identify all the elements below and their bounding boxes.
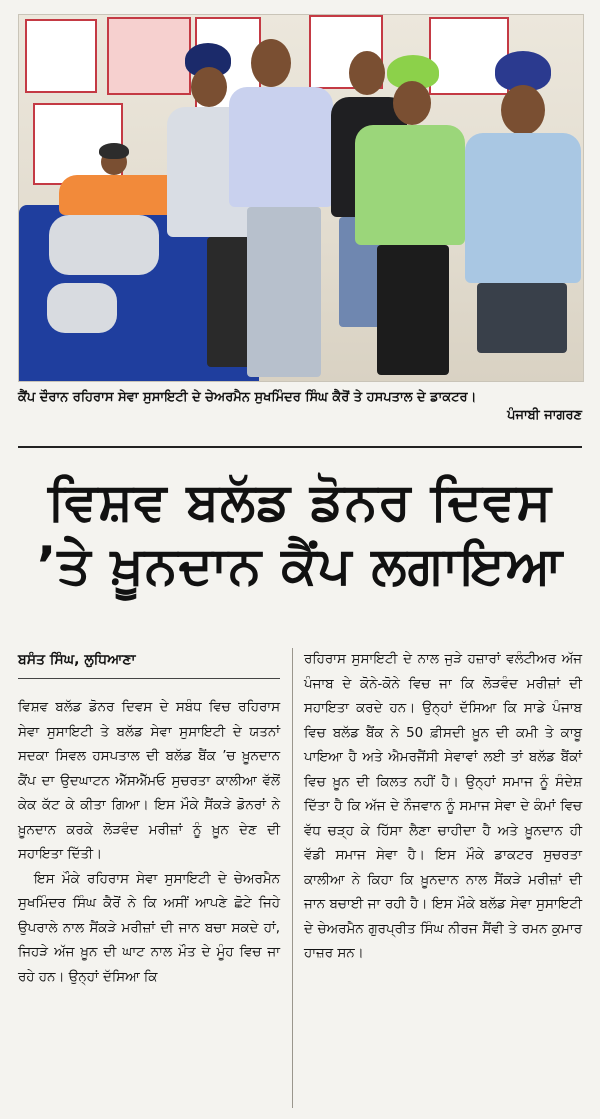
- person5-head: [501, 85, 545, 135]
- donor-trousers: [49, 215, 159, 275]
- article-column-left: [18, 696, 280, 990]
- person4-trousers: [377, 245, 449, 375]
- person5-shorts: [477, 283, 567, 353]
- person5-tshirt: [465, 133, 581, 283]
- byline: ਬਸੰਤ ਸਿੰਘ, ਲੁਧਿਆਣਾ: [18, 652, 136, 668]
- wall-poster: [107, 17, 191, 95]
- paragraph: ਵਿਸ਼ਵ ਬਲੱਡ ਡੋਨਰ ਦਿਵਸ ਦੇ ਸਬੰਧ ਵਿਚ ਰਹਿਰਾਸ ਸੇਵਾ ਸੁਸਾਇਟੀ ਤੇ ਬਲੱਡ ਸੇਵਾ ਸੁਸਾਇਟੀ ਦੇ ਯਤਨਾਂ ਸਦਕਾ ਸਿਵਲ ਹਸਪਤਾਲ ਦੀ ਬਲੱਡ ਬੈਂਕ ’ਚ ਖ਼ੂਨਦਾਨ ਕੈਂਪ ਦਾ ਉਦਘਾਟਨ ਐੱਸਐੱਮਓ ਸੁਚਰਤਾ ਕਾਲੀਆ ਵੱਲੋਂ ਕੇਕ ਕੱਟ ਕੇ ਕੀਤਾ ਗਿਆ। ਇਸ ਮੌਕੇ ਸੈਂਕੜੇ ਡੋਨਰਾਂ ਨੇ ਖ਼ੂਨਦਾਨ ਕਰਕੇ ਲੋੜਵੰਦ ਮਰੀਜ਼ਾਂ ਨੂੰ ਖ਼ੂਨ ਦੇਣ ਦੀ ਸਹਾਇਤਾ ਦਿੱਤੀ।: [18, 700, 280, 862]
- headline-line-2: ’ਤੇ ਖ਼ੂਨਦਾਨ ਕੈਂਪ ਲਗਾਇਆ: [36, 536, 564, 596]
- donor-legs: [47, 283, 117, 333]
- news-photo: [18, 14, 584, 382]
- column-divider: [292, 648, 293, 1108]
- donor-patka: [99, 143, 129, 159]
- photo-credit: ਪੰਜਾਬੀ ਜਾਗਰਣ: [507, 408, 582, 423]
- person3-head: [349, 51, 385, 95]
- person2-shirt: [229, 87, 333, 207]
- byline-rule: [18, 678, 280, 679]
- wall-poster: [25, 19, 97, 93]
- person1-head: [191, 67, 227, 107]
- paragraph: ਇਸ ਮੌਕੇ ਰਹਿਰਾਸ ਸੇਵਾ ਸੁਸਾਇਟੀ ਦੇ ਚੇਅਰਮੈਨ ਸੁਖਮਿੰਦਰ ਸਿੰਘ ਕੈਰੋਂ ਨੇ ਕਿ ਅਸੀਂ ਆਪਣੇ ਛੋਟੇ ਜਿਹੇ ਉਪਰਾਲੇ ਨਾਲ ਸੈਂਕੜੇ ਮਰੀਜ਼ਾਂ ਦੀ ਜਾਨ ਬਚਾ ਸਕਦੇ ਹਾਂ, ਜਿਹੜੇ ਅੱਜ ਖ਼ੂਨ ਦੀ ਘਾਟ ਨਾਲ ਮੌਤ ਦੇ ਮੂੰਹ ਵਿਚ ਜਾ ਰਹੇ ਹਨ। ਉਨ੍ਹਾਂ ਦੱਸਿਆ ਕਿ: [18, 871, 280, 985]
- headline-line-1: ਵਿਸ਼ਵ ਬਲੱਡ ਡੋਨਰ ਦਿਵਸ: [47, 472, 553, 532]
- wall-poster: [429, 17, 509, 95]
- person4-head: [393, 81, 431, 125]
- person4-shirt: [355, 125, 465, 245]
- person2-head: [251, 39, 291, 87]
- divider: [18, 446, 582, 448]
- paragraph: ਰਹਿਰਾਸ ਸੁਸਾਇਟੀ ਦੇ ਨਾਲ ਜੁੜੇ ਹਜ਼ਾਰਾਂ ਵਲੰਟੀਅਰ ਅੱਜ ਪੰਜਾਬ ਦੇ ਕੋਨੇ-ਕੋਨੇ ਵਿਚ ਜਾ ਕਿ ਲੋੜਵੰਦ ਮਰੀਜ਼ਾਂ ਦੀ ਸਹਾਇਤਾ ਕਰਦੇ ਹਨ। ਉਨ੍ਹਾਂ ਦੱਸਿਆ ਕਿ ਸਾਡੇ ਪੰਜਾਬ ਵਿਚ ਬਲੱਡ ਬੈਂਕ ਨੇ 50 ਫ਼ੀਸਦੀ ਖ਼ੂਨ ਦੀ ਕਮੀ ਤੇ ਕਾਬੂ ਪਾਇਆ ਹੈ ਅਤੇ ਐਮਰਜੈਂਸੀ ਸੇਵਾਵਾਂ ਲਈ ਤਾਂ ਬਲੱਡ ਬੈਂਕਾਂ ਵਿਚ ਖ਼ੂਨ ਦੀ ਕਿਲਤ ਨਹੀਂ ਹੈ। ਉਨ੍ਹਾਂ ਸਮਾਜ ਨੂੰ ਸੰਦੇਸ਼ ਦਿੱਤਾ ਹੈ ਕਿ ਅੱਜ ਦੇ ਨੌਜਵਾਨ ਨੂੰ ਸਮਾਜ ਸੇਵਾ ਦੇ ਕੰਮਾਂ ਵਿਚ ਵੱਧ ਚੜ੍ਹ ਕੇ ਹਿੱਸਾ ਲੈਣਾ ਚਾਹੀਦਾ ਹੈ ਅਤੇ ਖ਼ੂਨਦਾਨ ਹੀ ਵੱਡੀ ਸਮਾਜ ਸੇਵਾ ਹੈ। ਇਸ ਮੌਕੇ ਡਾਕਟਰ ਸੁਚਰਤਾ ਕਾਲੀਆ ਨੇ ਕਿਹਾ ਕਿ ਖ਼ੂਨਦਾਨ ਨਾਲ ਸੈਂਕੜੇ ਮਰੀਜ਼ਾਂ ਦੀ ਜਾਨ ਬਚਾਈ ਜਾ ਰਹੀ ਹੈ। ਇਸ ਮੌਕੇ ਬਲੱਡ ਸੇਵਾ ਸੁਸਾਇਟੀ ਦੇ ਚੇਅਰਮੈਨ ਗੁਰਪ੍ਰੀਤ ਸਿੰਘ ਨੀਰਜ ਸੈਂਵੀ ਤੇ ਰਮਨ ਕੁਮਾਰ ਹਾਜ਼ਰ ਸਨ।: [304, 652, 582, 961]
- headline: [18, 470, 582, 598]
- article-column-right: [304, 648, 582, 967]
- photo-caption: ਕੈਂਪ ਦੌਰਾਨ ਰਹਿਰਾਸ ਸੇਵਾ ਸੁਸਾਇਟੀ ਦੇ ਚੇਅਰਮੈਨ ਸੁਖਮਿੰਦਰ ਸਿੰਘ ਕੈਰੋਂ ਤੇ ਹਸਪਤਾਲ ਦੇ ਡਾਕਟਰ।: [18, 390, 477, 405]
- person2-trousers: [247, 207, 321, 377]
